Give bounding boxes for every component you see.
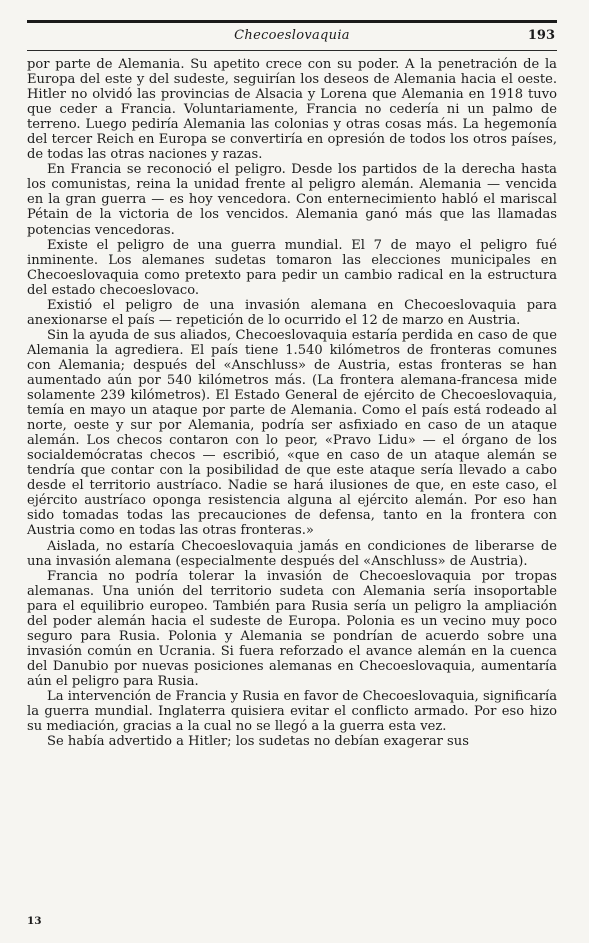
body-text bbox=[27, 57, 557, 749]
paragraph: por parte de Alemania. Su apetito crece con su poder. A la penetración de la Europa del este y del sudeste, seguirían los deseos de Alemania hacia el oeste. Hitler no olvidó las provincias de Alsacia y Lorena que Alemania en 1918 tuvo que ceder a Francia. Voluntariamente, Francia no cedería ni un palmo de terreno. Luego pediría Alemania las colonias y otras cosas más. La hegemonía del tercer Reich en Europa se convertiría en opresión de todos los otros países, de todas las otras naciones y razas. bbox=[27, 57, 557, 163]
paragraph: Aislada, no estaría Checoeslovaquia jamás en condiciones de liberarse de una invasión alemana (especialmente después del «Anschluss» de Austria). bbox=[27, 538, 557, 569]
top-rule bbox=[27, 20, 557, 23]
running-title: Checoeslovaquia bbox=[234, 28, 350, 43]
paragraph: La intervención de Francia y Rusia en favor de Checoeslovaquia, significaría la guerra mundial. Inglaterra quisiera evitar el conflicto armado. Por eso hizo su mediación, gracias a la cual no se llegó a la guerra esta vez. bbox=[27, 688, 557, 735]
paragraph: Se había advertido a Hitler; los sudetas no debían exagerar sus bbox=[47, 734, 469, 750]
paragraph: Francia no podría tolerar la invasión de Checoeslovaquia por tropas alemanas. Una unión del territorio sudeta con Alemania sería insoportable para el equilibrio europeo. También para Rusia sería un peligro la ampliación del poder alemán hacia el sudeste de Europa. Polonia es un vecino muy poco seguro para Rusia. Polonia y Alemania se pondrían de acuerdo sobre una invasión común en Ucrania. Si fuera reforzado el avance alemán en la cuenca del Danubio por nuevas posiciones alemanas en Checoeslovaquia, aumentaría aún el peligro para Rusia. bbox=[27, 568, 557, 689]
paragraph: Existe el peligro de una guerra mundial. El 7 de mayo el peligro fué inminente. Los alemanes sudetas tomaron las elecciones municipales en Checoeslovaquia como pretexto para pedir un cambio radical en la estructura del estado checoeslovaco. bbox=[27, 237, 557, 298]
paragraph: Existió el peligro de una invasión alemana en Checoeslovaquia para anexionarse el país — repetición de lo ocurrido el 12 de marzo en Austria. bbox=[27, 297, 557, 328]
page-number: 193 bbox=[527, 28, 555, 43]
printer-signature: 13 bbox=[27, 915, 42, 927]
paragraph: En Francia se reconoció el peligro. Desde los partidos de la derecha hasta los comunistas, reina la unidad frente al peligro alemán. Alemania — vencida en la gran guerra — es hoy vencedora. Con enternecimiento habló el mariscal Pétain de la victoria de los vencidos. Alemania ganó más que las llamadas potencias vencedoras. bbox=[27, 162, 557, 238]
header-rule bbox=[27, 50, 557, 51]
paragraph: Sin la ayuda de sus aliados, Checoeslovaquia estaría perdida en caso de que Alemania la agrediera. El país tiene 1.540 kilómetros de fronteras comunes con Alemania; después del «Anschluss» de Austria, estas fronteras se han aumentado aún por 540 kilómetros más. (La frontera alemana-francesa mide solamente 239 kilómetros). El Estado General de ejército de Checoeslovaquia, temía en mayo un ataque por parte de Alemania. Como el país está rodeado al norte, oeste y sur por Alemania, podría ser asfixiado en caso de un ataque alemán. Los checos contaron con lo peor, «Pravo Lidu» — el órgano de los socialdemócratas checos — escribió, «que en caso de un ataque alemán se tendría que contar con la posibilidad de que este ataque sería llevado a cabo desde el territorio austríaco. Nadie se hará ilusiones de que, en este caso, el ejército austríaco oponga resistencia alguna al ejército alemán. Por eso han sido tomadas todas las precauciones de defensa, tanto en la frontera con Austria como en todas las otras fronteras.» bbox=[27, 327, 557, 539]
page-header bbox=[27, 28, 557, 52]
